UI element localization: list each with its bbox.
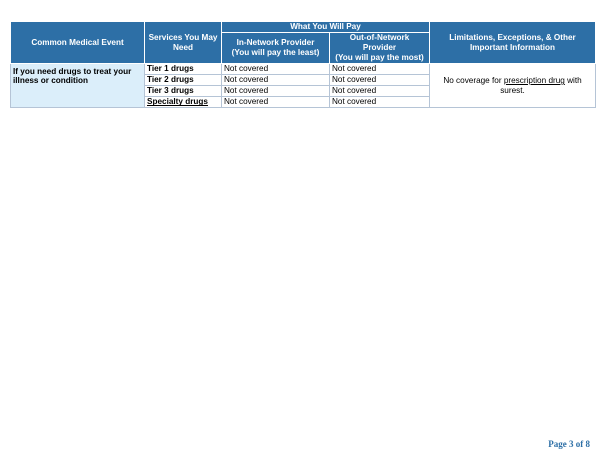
coverage-table xyxy=(10,21,596,108)
out-network-cell: Not covered xyxy=(330,86,430,97)
header-limitations: Limitations, Exceptions, & Other Important Information xyxy=(430,22,596,64)
service-cell: Tier 2 drugs xyxy=(145,75,222,86)
limitation-text-before: No coverage for xyxy=(443,76,504,86)
out-network-cell: Not covered xyxy=(330,75,430,86)
in-network-cell: Not covered xyxy=(222,75,330,86)
event-cell: If you need drugs to treat your illness or condition xyxy=(11,64,145,108)
out-network-label: Out-of-Network Provider xyxy=(349,33,410,52)
page-number: Page 3 of 8 xyxy=(548,439,590,449)
limitations-cell xyxy=(430,64,596,108)
service-cell[interactable]: Specialty drugs xyxy=(145,97,222,108)
in-network-sub: (You will pay the least) xyxy=(231,48,320,57)
in-network-label: In-Network Provider xyxy=(236,38,315,47)
in-network-cell: Not covered xyxy=(222,86,330,97)
table-row xyxy=(11,64,596,75)
service-cell: Tier 3 drugs xyxy=(145,86,222,97)
in-network-cell: Not covered xyxy=(222,97,330,108)
out-network-sub: (You will pay the most) xyxy=(335,53,424,62)
header-in-network xyxy=(222,33,330,64)
in-network-cell: Not covered xyxy=(222,64,330,75)
out-network-cell: Not covered xyxy=(330,97,430,108)
limitation-text-after: with surest. xyxy=(500,76,582,95)
header-services: Services You May Need xyxy=(145,22,222,64)
out-network-cell: Not covered xyxy=(330,64,430,75)
header-common-medical-event: Common Medical Event xyxy=(11,22,145,64)
prescription-drug-link[interactable]: prescription drug xyxy=(503,76,565,86)
header-out-network xyxy=(330,33,430,64)
service-cell: Tier 1 drugs xyxy=(145,64,222,75)
header-what-you-pay: What You Will Pay xyxy=(222,22,430,33)
